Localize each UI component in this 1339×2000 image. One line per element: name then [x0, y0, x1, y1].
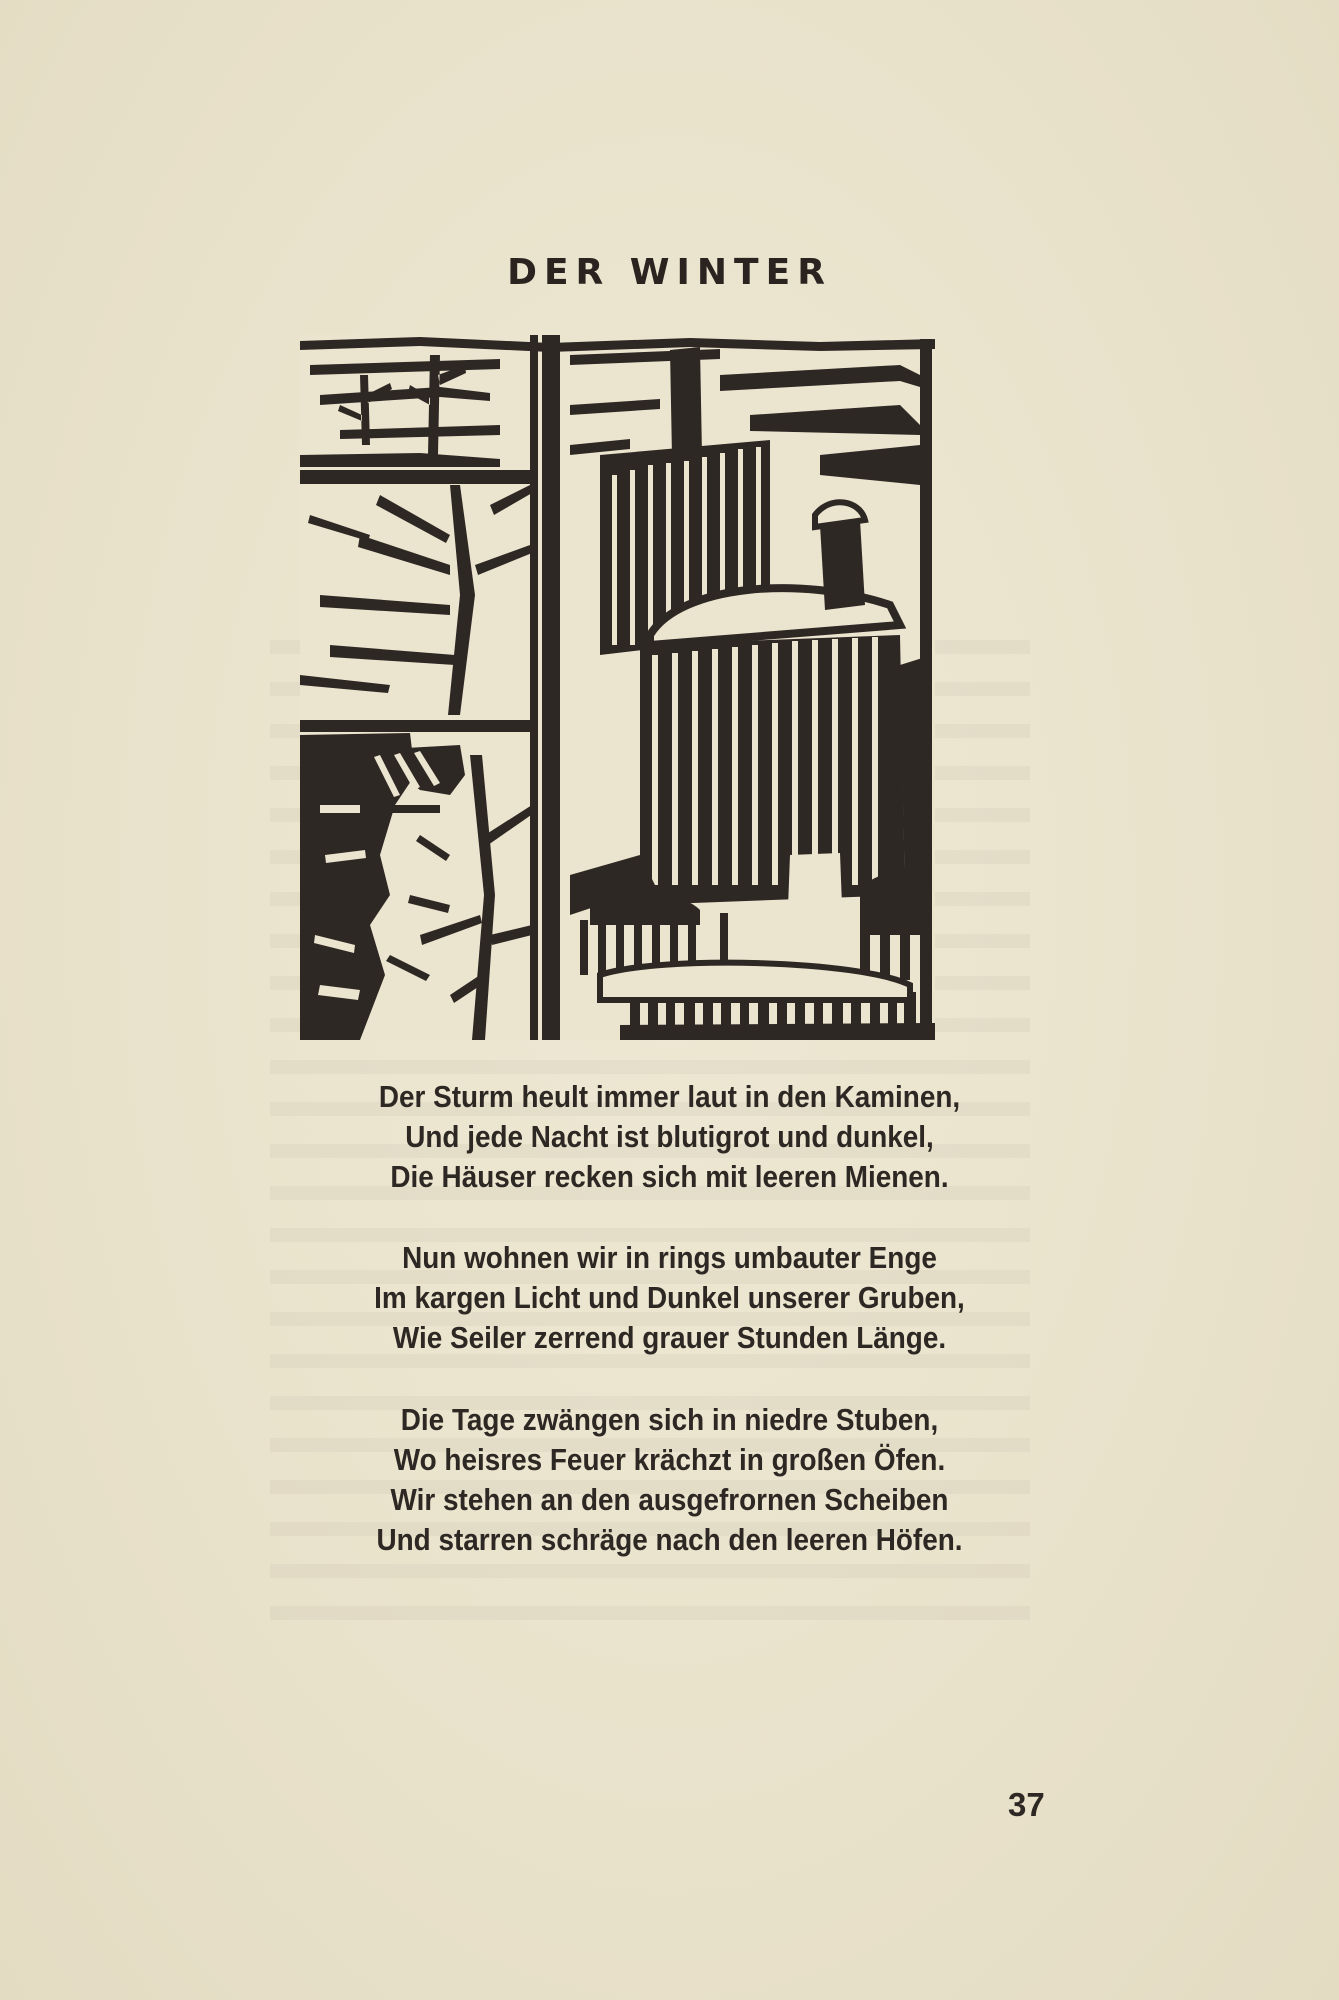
verse-line: Wo heisres Feuer krächzt in großen Öfen.: [393, 1442, 946, 1477]
verse-line: Die Häuser recken sich mit leeren Mienen.: [390, 1159, 949, 1194]
verse-line: Die Tage zwängen sich in niedre Stuben,: [400, 1402, 939, 1437]
stanza-3: [67, 1400, 1272, 1560]
stanza-1: [67, 1077, 1272, 1197]
page-number: 37: [1008, 1786, 1045, 1823]
winter-window-woodcut-icon: [300, 335, 935, 1040]
verse-line: Und jede Nacht ist blutigrot und dunkel,: [405, 1119, 934, 1154]
verse-line: Der Sturm heult immer laut in den Kaminen,: [378, 1079, 961, 1114]
poem-title: DER WINTER: [507, 252, 832, 293]
verse-line: Wir stehen an den ausgefrornen Scheiben: [390, 1482, 949, 1517]
stanza-2: [67, 1238, 1272, 1358]
verse-line: Im kargen Licht und Dunkel unserer Gruben,: [374, 1280, 965, 1315]
verse-line: Und starren schräge nach den leeren Höfen.: [376, 1522, 963, 1557]
verse-line: Wie Seiler zerrend grauer Stunden Länge.: [392, 1320, 947, 1355]
verse-line: Nun wohnen wir in rings umbauter Enge: [402, 1240, 937, 1275]
